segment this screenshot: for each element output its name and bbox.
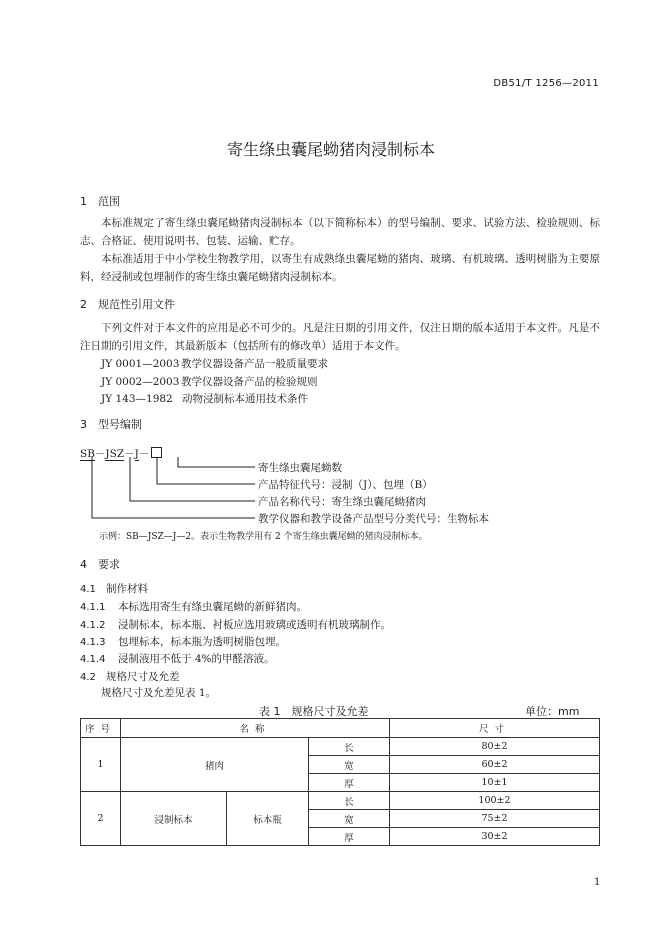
code-dash: － bbox=[124, 448, 135, 460]
spec-table bbox=[80, 718, 600, 846]
reference-code: JY 143—1982 bbox=[101, 393, 173, 405]
reference-code: JY 0001—2003 bbox=[101, 358, 180, 370]
header-seq: 序号 bbox=[81, 719, 121, 738]
code-label-feature: 产品特征代号：浸制（J）、包埋（B） bbox=[258, 479, 433, 491]
cell-dim-value: 60±2 bbox=[390, 756, 600, 774]
cell-name: 浸制标本 bbox=[121, 792, 227, 846]
subsection-number: 4.1 bbox=[80, 584, 96, 595]
table-caption: 表 1 规格尺寸及允差 bbox=[259, 705, 369, 718]
item-text: 浸制液用不低于 4%的甲醛溶液。 bbox=[118, 653, 275, 665]
cell-dim-label: 长 bbox=[309, 738, 390, 756]
code-dash: － bbox=[138, 448, 150, 460]
code-label-product-name: 产品名称代号：寄生绦虫囊尾蚴猪肉 bbox=[258, 496, 426, 508]
cell-dim-label: 宽 bbox=[309, 756, 390, 774]
item-number: 4.1.1 bbox=[80, 602, 106, 613]
section-title: 要求 bbox=[98, 558, 120, 571]
document-title: 寄生绦虫囊尾蚴猪肉浸制标本 bbox=[226, 140, 435, 159]
code-part-sb: SB bbox=[80, 448, 95, 460]
requirement-item bbox=[80, 634, 286, 649]
cell-dim-value: 30±2 bbox=[390, 828, 600, 846]
cell-seq: 1 bbox=[81, 738, 121, 792]
cell-dim-label: 长 bbox=[309, 792, 390, 810]
subsection-title: 规格尺寸及允差 bbox=[106, 671, 180, 683]
item-text: 浸制标本，标本瓶、衬板应选用玻璃或透明有机玻璃制作。 bbox=[118, 619, 391, 631]
code-dash: － bbox=[94, 448, 106, 460]
section-title: 规范性引用文件 bbox=[98, 298, 175, 311]
section-number: 4 bbox=[80, 558, 87, 571]
table-unit: 单位：mm bbox=[525, 705, 580, 718]
reference-title: 教学仪器设备产品的检验规则 bbox=[181, 376, 318, 388]
subsection-number: 4.2 bbox=[80, 672, 96, 683]
code-label-classification: 教学仪器和教学设备产品型号分类代号：生物标本 bbox=[258, 513, 489, 525]
model-example: 示例：SB—JSZ—J—2。表示生物教学用有 2 个寄生绦虫囊尾蚴的猪肉浸制标本。 bbox=[99, 532, 428, 542]
requirement-item bbox=[80, 599, 307, 614]
cell-dim-label: 宽 bbox=[309, 810, 390, 828]
requirement-item bbox=[80, 651, 275, 666]
standard-number: DB51/T 1256—2011 bbox=[493, 78, 599, 89]
reference-title: 动物浸制标本通用技术条件 bbox=[182, 393, 308, 405]
table-row bbox=[81, 738, 600, 756]
cell-dim-label: 厚 bbox=[309, 774, 390, 792]
section-number: 1 bbox=[80, 195, 87, 208]
reference-code: JY 0002—2003 bbox=[101, 376, 180, 388]
cell-dim-value: 75±2 bbox=[390, 810, 600, 828]
section-title: 范围 bbox=[98, 195, 120, 208]
cell-dim-value: 10±1 bbox=[390, 774, 600, 792]
code-part-jsz: JSZ bbox=[105, 448, 125, 460]
references-intro: 下列文件对于本文件的应用是必不可少的。凡是注日期的引用文件，仅注日期的版本适用于本文件。凡是不注日期的引用文件，其最新版本（包括所有的修改单）适用于本文件。 bbox=[80, 322, 600, 352]
subsection-4-1-heading bbox=[80, 581, 148, 596]
code-part-j: J bbox=[134, 448, 139, 460]
item-number: 4.1.2 bbox=[80, 620, 106, 631]
subsection-4-2-heading bbox=[80, 669, 180, 684]
code-label-count: 寄生绦虫囊尾蚴数 bbox=[258, 462, 342, 474]
item-text: 本标选用寄生有绦虫囊尾蚴的新鲜猪肉。 bbox=[118, 601, 307, 613]
header-name: 名称 bbox=[121, 719, 390, 738]
scope-paragraph-2: 本标准适用于中小学校生物教学用，以寄生有成熟绦虫囊尾蚴的猪肉、玻璃、有机玻璃、透明树脂为主要原料，经浸制或包埋制作的寄生绦虫囊尾蚴猪肉浸制标本。 bbox=[80, 253, 600, 283]
table-header-row bbox=[81, 719, 600, 738]
section-4-heading bbox=[80, 556, 120, 572]
cell-dim-label: 厚 bbox=[309, 828, 390, 846]
section-number: 3 bbox=[80, 418, 87, 431]
cell-dim-value: 100±2 bbox=[390, 792, 600, 810]
item-number: 4.1.3 bbox=[80, 637, 106, 648]
reference-title: 教学仪器设备产品一般质量要求 bbox=[181, 358, 328, 370]
table-row bbox=[81, 792, 600, 810]
requirement-item bbox=[80, 617, 391, 632]
page-number: 1 bbox=[594, 877, 601, 888]
cell-dim-value: 80±2 bbox=[390, 738, 600, 756]
item-number: 4.1.4 bbox=[80, 654, 106, 665]
cell-subname: 标本瓶 bbox=[227, 792, 309, 846]
scope-paragraph-1: 本标准规定了寄生绦虫囊尾蚴猪肉浸制标本（以下简称标本）的型号编制、要求、试验方法、检验规则、标志、合格证、使用说明书、包装、运输、贮存。 bbox=[80, 217, 600, 247]
item-text: 包埋标本，标本瓶为透明树脂包埋。 bbox=[118, 636, 286, 648]
cell-name: 猪肉 bbox=[121, 738, 309, 792]
cell-seq: 2 bbox=[81, 792, 121, 846]
header-size: 尺寸 bbox=[390, 719, 600, 738]
section-title: 型号编制 bbox=[98, 418, 142, 431]
subsection-title: 制作材料 bbox=[106, 583, 148, 595]
section-number: 2 bbox=[80, 298, 87, 311]
table-reference-text: 规格尺寸及允差见表 1。 bbox=[101, 687, 217, 699]
